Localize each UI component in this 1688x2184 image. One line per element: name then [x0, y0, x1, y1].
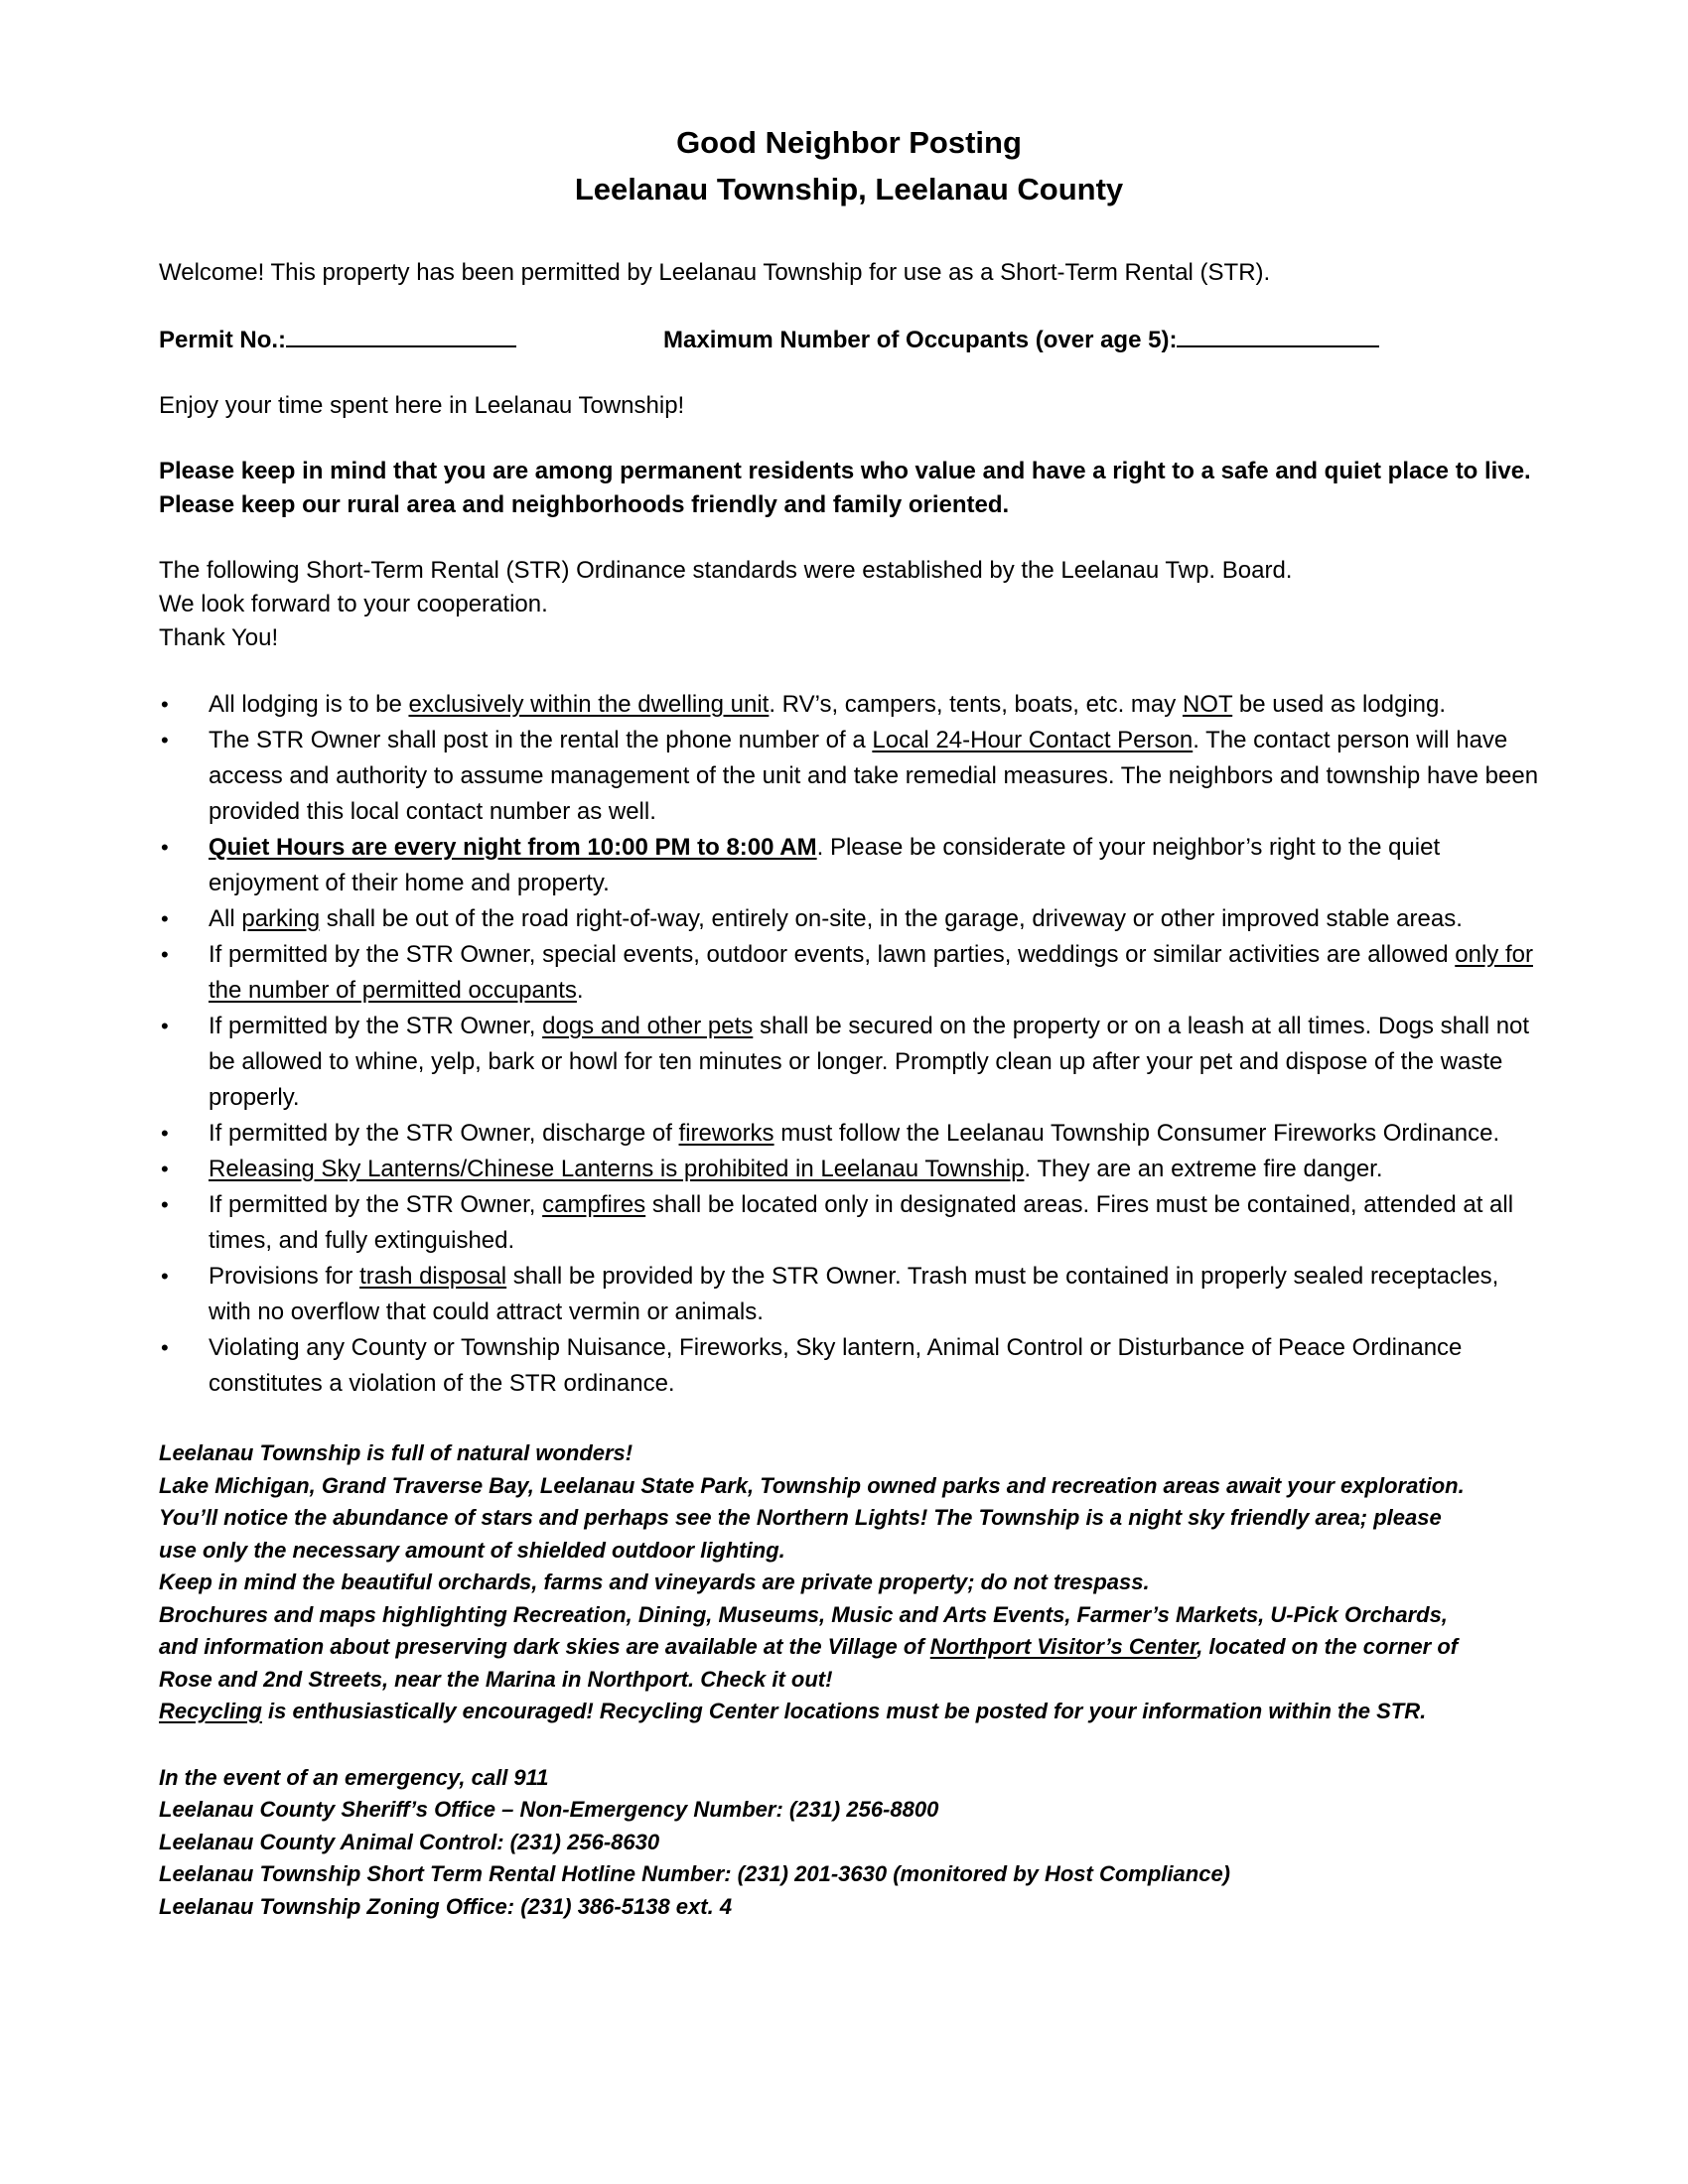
info-line: use only the necessary amount of shielded outdoor lighting. [159, 1537, 785, 1563]
zoning-office-contact: Leelanau Township Zoning Office: (231) 386-5138 ext. 4 [159, 1893, 733, 1919]
rules-list [159, 687, 1539, 1402]
intro-line-1: The following Short-Term Rental (STR) Ordinance standards were established by the Leelanau Twp. Board. [159, 557, 1293, 584]
underlined-text: trash disposal [359, 1263, 507, 1290]
document-title [159, 119, 1539, 212]
info-line: and information about preserving dark skies are available at the Village of Northport Visitor’s Center, located on the corner of [159, 1634, 1459, 1659]
sheriff-contact: Leelanau County Sheriff’s Office – Non-Emergency Number: (231) 256-8800 [159, 1797, 939, 1822]
str-hotline-contact: Leelanau Township Short Term Rental Hotline Number: (231) 201-3630 (monitored by Host Compliance) [159, 1861, 1230, 1886]
rule-item: • All parking shall be out of the road right-of-way, entirely on-site, in the garage, driveway or other improved stable areas. [159, 901, 1539, 937]
info-line: You’ll notice the abundance of stars and perhaps see the Northern Lights! The Township is a night sky friendly area; please [159, 1505, 1442, 1530]
rule-item: • If permitted by the STR Owner, discharge of fireworks must follow the Leelanau Township Consumer Fireworks Ordinance. [159, 1116, 1539, 1152]
visitor-center-text: Northport Visitor’s Center [929, 1634, 1197, 1659]
quiet-hours-text: Quiet Hours are every night from 10:00 PM to 8:00 AM [209, 834, 817, 861]
bullet-icon: • [161, 1121, 169, 1146]
emergency-line: In the event of an emergency, call 911 [159, 1764, 549, 1790]
bullet-icon: • [161, 1335, 169, 1360]
enjoy-text: Enjoy your time spent here in Leelanau Township! [159, 392, 685, 419]
rule-item: • All lodging is to be exclusively within the dwelling unit. RV’s, campers, tents, boats, etc. may NOT be used as lodging. [159, 687, 1539, 723]
title-line-1: Good Neighbor Posting [676, 125, 1022, 160]
recycling-text: Recycling [159, 1699, 262, 1723]
bullet-icon: • [161, 835, 169, 860]
title-line-2: Leelanau Township, Leelanau County [574, 172, 1124, 206]
underlined-text: campfires [542, 1191, 646, 1218]
info-line: Brochures and maps highlighting Recreation, Dining, Museums, Music and Arts Events, Farmer’s Markets, U-Pick Orchards, [159, 1601, 1448, 1627]
intro-block [159, 554, 1539, 655]
rule-item: • If permitted by the STR Owner, dogs and other pets shall be secured on the property or on a leash at all times. Dogs shall not be allowed to whine, yelp, bark or howl for ten minutes or longer. Promptly clean up after your pet and dispose of the waste properly. [159, 1009, 1539, 1116]
bullet-icon: • [161, 1157, 169, 1181]
underlined-text: NOT [1182, 691, 1233, 718]
rule-item: • If permitted by the STR Owner, special events, outdoor events, lawn parties, weddings or similar activities are allowed only for the number of permitted occupants. [159, 937, 1539, 1009]
emergency-contacts [159, 1762, 1539, 1924]
rule-item: • Releasing Sky Lanterns/Chinese Lanterns is prohibited in Leelanau Township. They are an extreme fire danger. [159, 1152, 1539, 1187]
intro-line-3: Thank You! [159, 624, 279, 651]
permit-field [159, 322, 663, 357]
info-line: Recycling is enthusiastically encouraged! Recycling Center locations must be posted for your information within the STR. [159, 1699, 1427, 1723]
bullet-icon: • [161, 1264, 169, 1289]
info-line: Lake Michigan, Grand Traverse Bay, Leelanau State Park, Township owned parks and recreation areas await your exploration. [159, 1472, 1465, 1498]
bullet-icon: • [161, 1014, 169, 1038]
welcome-text: Welcome! This property has been permitted by Leelanau Township for use as a Short-Term Rental (STR). [159, 259, 1271, 286]
natural-wonders-section [159, 1437, 1539, 1728]
info-line: Keep in mind the beautiful orchards, farms and vineyards are private property; do not trespass. [159, 1570, 1150, 1594]
bullet-icon: • [161, 906, 169, 931]
notice-text: Please keep in mind that you are among permanent residents who value and have a right to a safe and quiet place to live. Please keep our rural area and neighborhoods friendly and family oriented. [159, 458, 1531, 518]
bullet-icon: • [161, 692, 169, 717]
underlined-text: only for the number of permitted occupants [209, 941, 1533, 1004]
bullet-icon: • [161, 942, 169, 967]
underlined-text: dogs and other pets [542, 1013, 754, 1039]
permit-blank-line [286, 322, 516, 347]
rule-item: • Provisions for trash disposal shall be provided by the STR Owner. Trash must be contained in properly sealed receptacles, with no overflow that could attract vermin or animals. [159, 1259, 1539, 1330]
rule-item: • If permitted by the STR Owner, campfires shall be located only in designated areas. Fires must be contained, attended at all times, and fully extinguished. [159, 1187, 1539, 1259]
info-line: Rose and 2nd Streets, near the Marina in Northport. Check it out! [159, 1666, 833, 1692]
underlined-text: Local 24-Hour Contact Person [872, 727, 1194, 753]
occupants-label: Maximum Number of Occupants (over age 5): [663, 327, 1178, 353]
section-heading: Leelanau Township is full of natural wonders! [159, 1440, 633, 1465]
underlined-text: parking [241, 905, 321, 932]
rule-item: • Quiet Hours are every night from 10:00 PM to 8:00 AM. Please be considerate of your neighbor’s right to the quiet enjoyment of their home and property. [159, 830, 1539, 901]
bullet-icon: • [161, 1192, 169, 1217]
intro-line-2: We look forward to your cooperation. [159, 591, 548, 617]
rule-item: • Violating any County or Township Nuisance, Fireworks, Sky lantern, Animal Control or Disturbance of Peace Ordinance constitutes a violation of the STR ordinance. [159, 1330, 1539, 1402]
underlined-text: Releasing Sky Lanterns/Chinese Lanterns is prohibited in Leelanau Township [209, 1156, 1025, 1182]
underlined-text: fireworks [678, 1120, 774, 1147]
underlined-text: exclusively within the dwelling unit [408, 691, 770, 718]
animal-control-contact: Leelanau County Animal Control: (231) 256-8630 [159, 1829, 660, 1854]
rule-item: • The STR Owner shall post in the rental the phone number of a Local 24-Hour Contact Person. The contact person will have access and authority to assume management of the unit and take remedial measures. The neighbors and township have been provided this local contact number as well. [159, 723, 1539, 830]
bullet-icon: • [161, 728, 169, 752]
permit-fields-row [159, 322, 1539, 357]
occupants-blank-line [1177, 322, 1379, 347]
permit-label: Permit No.: [159, 327, 287, 353]
occupants-field [663, 322, 1379, 357]
